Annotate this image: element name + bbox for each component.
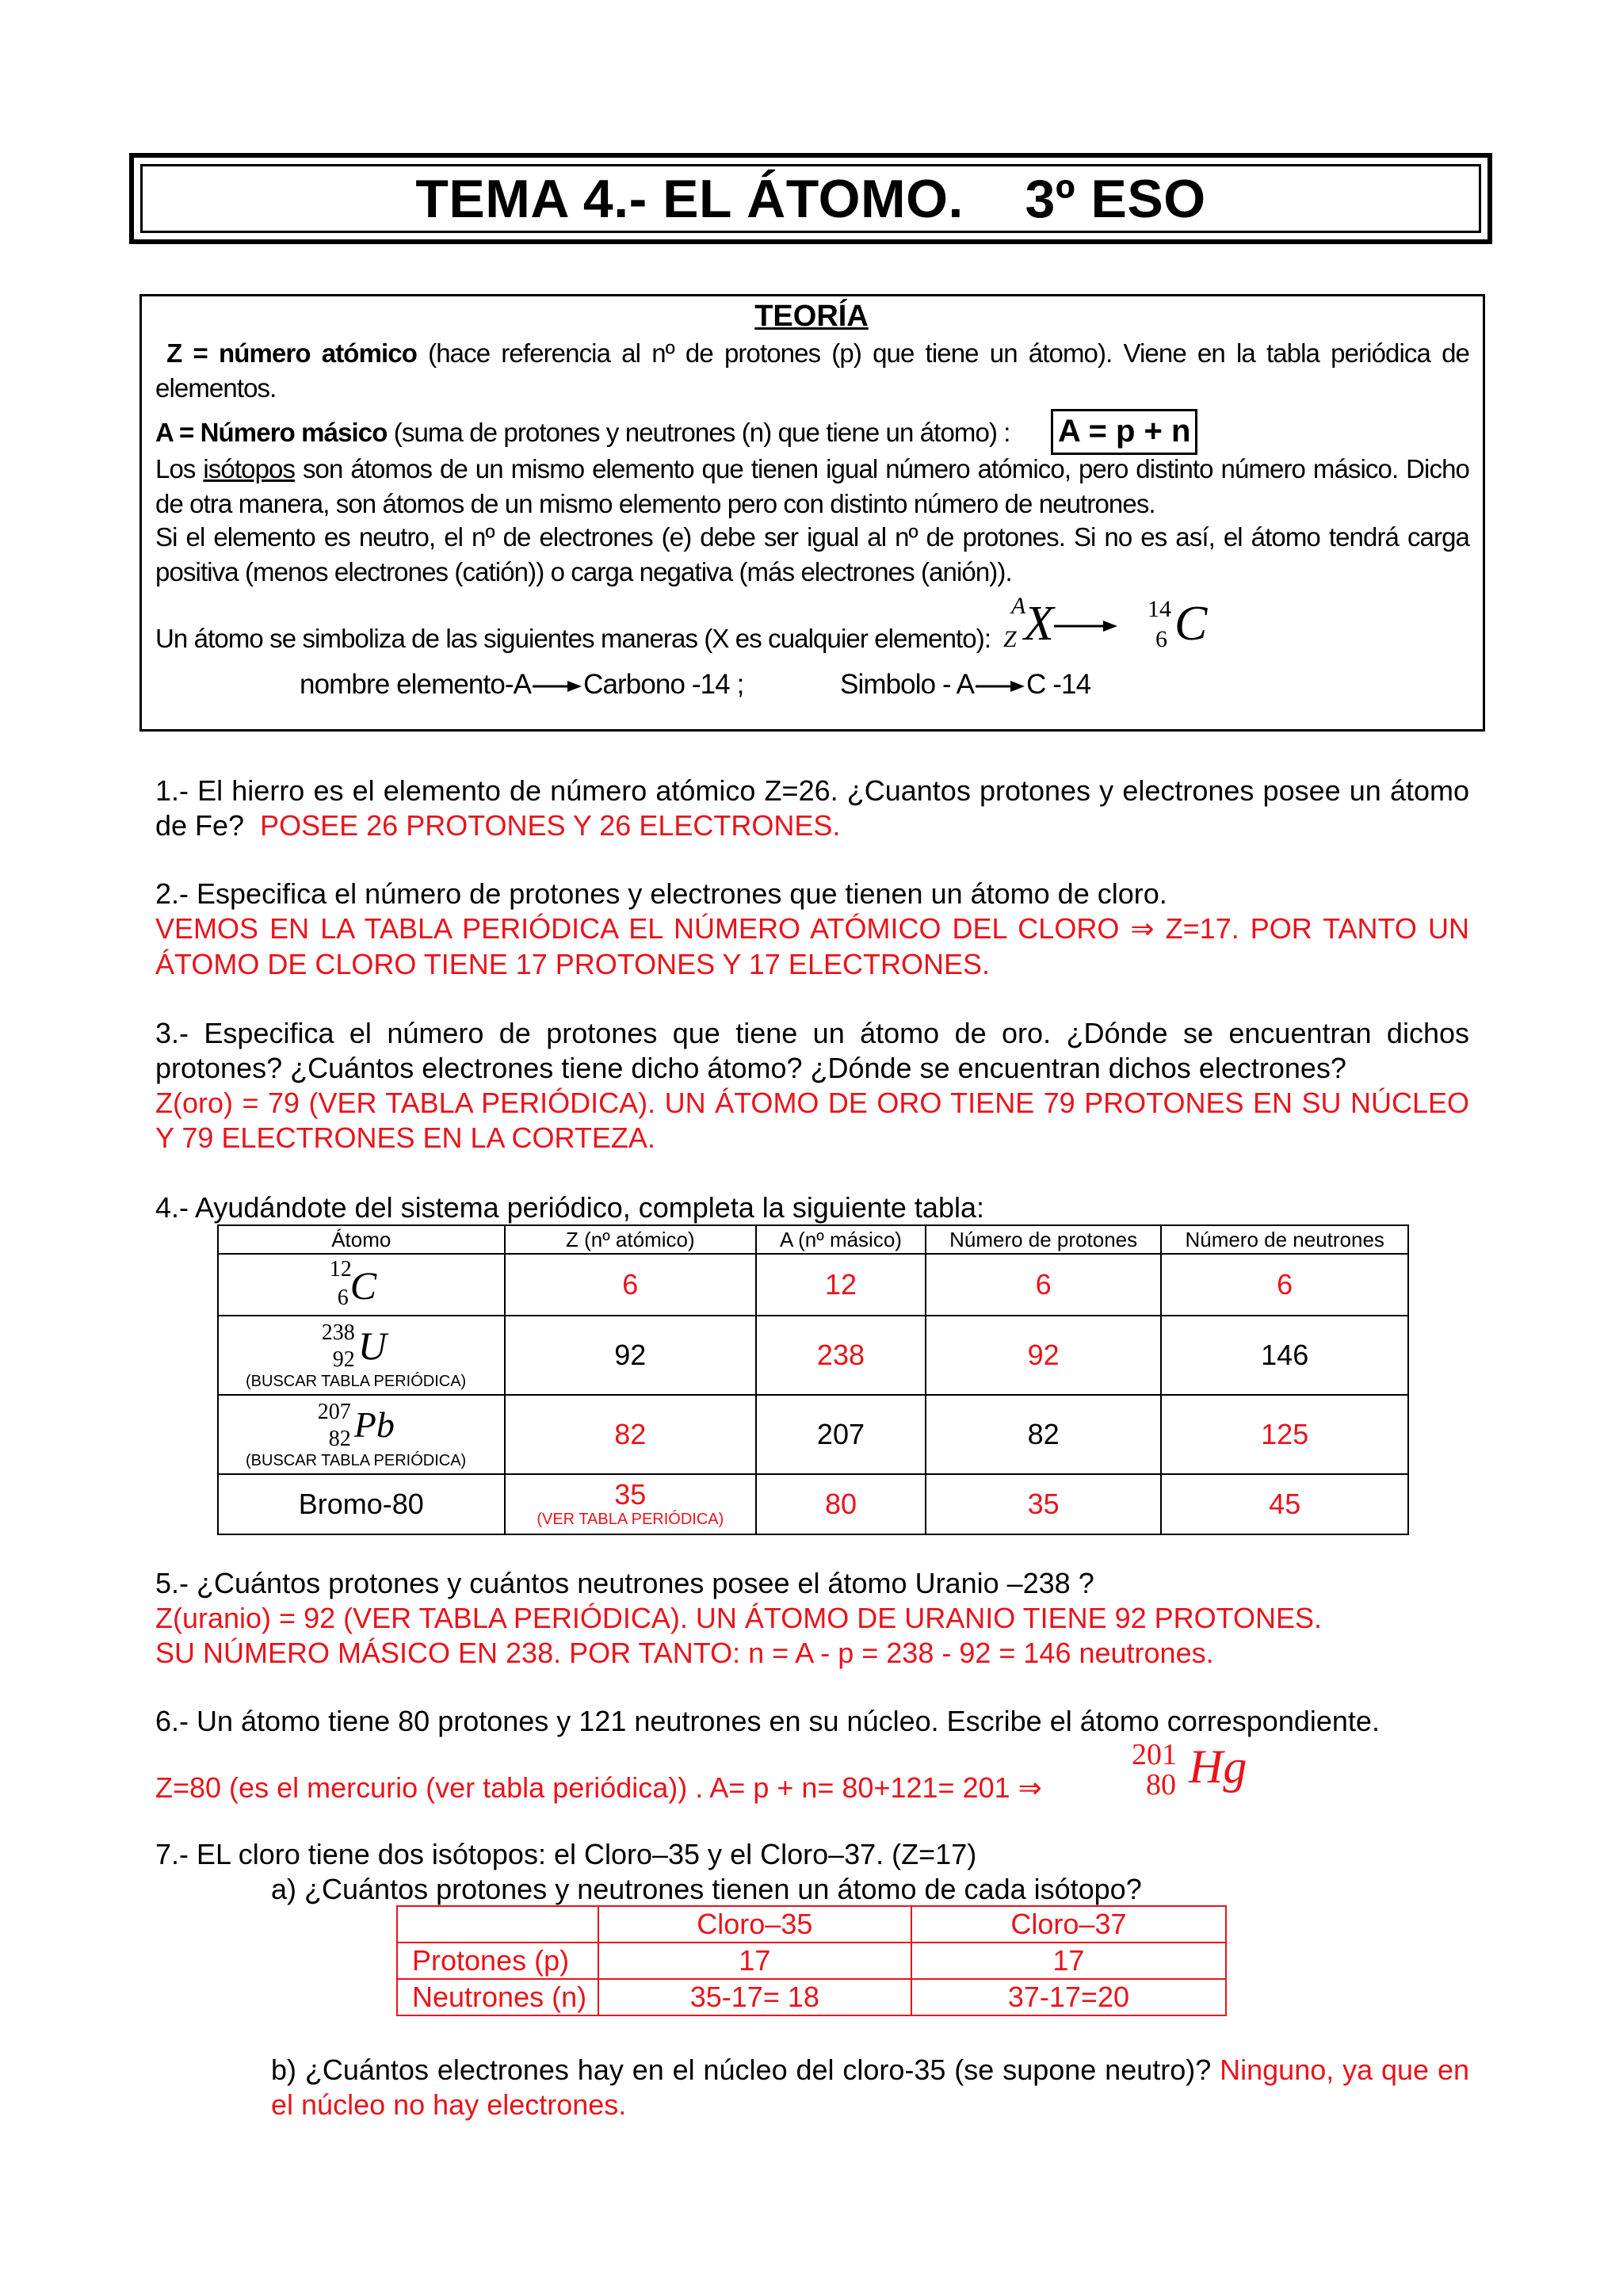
theory-a-definition (155, 415, 1010, 450)
a-value: 238 (756, 1316, 926, 1395)
carbon-symbol: C (1174, 597, 1208, 651)
q2-answer-a: VEMOS EN LA TABLA PERIÓDICA EL NÚMERO ATÓMICO DEL CLORO (155, 912, 1120, 945)
atom-symbol: U (357, 1323, 387, 1368)
q6-answer-text: Z=80 (es el mercurio (ver tabla periódica)) . A= p + n= 80+121= 201 (155, 1771, 1010, 1804)
q7-part-b-answer: Ninguno, ya que en el núcleo no hay electrones. (271, 2053, 1469, 2121)
row-label-protons: Protones (p) (397, 1943, 598, 1979)
theory-z-definition (155, 336, 1469, 406)
title-box (129, 153, 1492, 244)
atom-number: 82 (328, 1426, 351, 1451)
isotopes-table (396, 1905, 1227, 2016)
arrow-right-icon (976, 678, 1025, 694)
z-term: Z = número atómico (166, 338, 417, 368)
q7-part-b (271, 2053, 1469, 2122)
atom-mass: 12 (329, 1257, 352, 1282)
q5-answer-2: SU NÚMERO MÁSICO EN 238. POR TANTO: n = A - p = 238 - 92 = 146 neutrones. (155, 1637, 1214, 1669)
name-form (300, 667, 743, 702)
protons-value: 35 (926, 1474, 1162, 1534)
header-a: A (nº másico) (756, 1225, 926, 1254)
z-desc: (hace referencia al nº de protones (p) que tiene un átomo). Viene en la tabla periódica de elementos. (155, 338, 1469, 403)
a-value: 207 (756, 1395, 926, 1474)
q5-answer-1: Z(uranio) = 92 (VER TABLA PERIÓDICA). UN ÁTOMO DE URANIO TIENE 92 PROTONES. (155, 1602, 1323, 1634)
q7-part-b-question: b) ¿Cuántos electrones hay en el núcleo del cloro-35 (se supone neutro)? (271, 2053, 1212, 2086)
neutrons-value: 125 (1161, 1395, 1408, 1474)
symbol-form (840, 667, 1090, 702)
symbol-form-post: C -14 (1026, 669, 1091, 700)
theory-heading: TEORÍA (754, 300, 869, 333)
q5-question: 5.- ¿Cuántos protones y cuántos neutrones posee el átomo Uranio –238 ? (155, 1567, 1094, 1599)
cl37-neutrons: 37-17=20 (911, 1979, 1226, 2015)
q3-answer: Z(oro) = 79 (VER TABLA PERIÓDICA). UN ÁTOMO DE ORO TIENE 79 PROTONES EN SU NÚCLEO Y 79 ELECTRONES EN LA CORTEZA. (155, 1087, 1469, 1154)
title-box-inner (140, 164, 1481, 233)
arrow-right-icon (1054, 618, 1117, 634)
atom-mass: 207 (317, 1399, 351, 1424)
neutrons-value: 146 (1161, 1316, 1408, 1395)
atom-note: (BUSCAR TABLA PERIÓDICA) (246, 1451, 467, 1469)
a-desc: (suma de protones y neutrones (n) que tiene un átomo) : (387, 418, 1010, 447)
q7-question: 7.- EL cloro tiene dos isótopos: el Cloro–35 y el Cloro–37. (Z=17) (155, 1838, 977, 1870)
symbol-form-pre: Simbolo - A (840, 669, 975, 700)
arrow-right-icon (533, 678, 582, 694)
hg-mass: 201 (1132, 1738, 1177, 1771)
atom-number: 92 (332, 1347, 355, 1372)
page-title: TEMA 4.- EL ÁTOMO. 3º ESO (415, 168, 1206, 229)
atom-mass: 238 (321, 1320, 355, 1345)
q1-question: 1.- El hierro es el elemento de número atómico Z=26. ¿Cuantos protones y electrones posee un átomo de Fe? (155, 774, 1469, 842)
atom-name: Bromo-80 (218, 1474, 505, 1534)
atom-number: 6 (337, 1286, 349, 1310)
q3-question: 3.- Especifica el número de protones que tiene un átomo de oro. ¿Dónde se encuentran dichos protones? ¿Cuántos electrones tiene dicho átomo? ¿Dónde se encuentran dichos electrones? (155, 1017, 1469, 1084)
isotopes-header-cl35: Cloro–35 (598, 1906, 911, 1943)
atom-note: (BUSCAR TABLA PERIÓDICA) (246, 1372, 467, 1390)
general-symbol: X (1024, 597, 1054, 651)
q4-question: 4.- Ayudándote del sistema periódico, completa la siguiente tabla: (155, 1191, 984, 1224)
isotopes-word: isótopos (203, 454, 296, 483)
name-form-pre: nombre elemento-A (300, 669, 532, 700)
carbon-number: 6 (1155, 626, 1167, 652)
isotopes-pre: Los (155, 454, 204, 483)
a-formula-box: A = p + n (1051, 409, 1197, 455)
protons-value: 92 (926, 1316, 1162, 1395)
isotopes-header-blank (397, 1906, 598, 1943)
table-row (397, 1979, 1226, 2015)
q7-part-a: a) ¿Cuántos protones y neutrones tienen un átomo de cada isótopo? (271, 1873, 1142, 1905)
atom-symbol: Pb (353, 1404, 395, 1445)
neutrons-value: 6 (1161, 1254, 1408, 1316)
z-note: (VER TABLA PERIÓDICA) (537, 1511, 724, 1528)
cl37-protons: 17 (911, 1943, 1226, 1979)
isotopes-table-header (397, 1906, 1226, 1943)
table-row (218, 1474, 1408, 1534)
atoms-table (217, 1224, 1409, 1535)
atom-cell (218, 1395, 505, 1474)
z-value: 6 (505, 1254, 757, 1316)
z-cell (505, 1474, 757, 1534)
table-row (218, 1254, 1408, 1316)
isotopes-post: son átomos de un mismo elemento que tienen igual número atómico, pero distinto número másico. Dicho de otra manera, son átomos de un mismo elemento pero con distinto número de neutrones. (155, 454, 1469, 518)
header-protons: Número de protones (926, 1225, 1162, 1254)
notation-example (1000, 593, 1208, 656)
q2-answer-b: Z=17. POR TANTO UN ÁTOMO DE CLORO TIENE 17 PROTONES Y 17 ELECTRONES. (155, 912, 1469, 980)
theory-neutral: Si el elemento es neutro, el nº de electrones (e) debe ser igual al nº de protones. Si no es así, el átomo tendrá carga positiva (menos electrones (catión)) o carga negativa (más electrones (anión)). (155, 522, 1469, 586)
header-neutrons: Número de neutrones (1161, 1225, 1408, 1254)
atoms-table-header (218, 1225, 1408, 1254)
general-mass: A (1011, 593, 1026, 619)
z-value: 82 (505, 1395, 757, 1474)
q2-question: 2.- Especifica el número de protones y electrones que tienen un átomo de cloro. (155, 877, 1167, 910)
table-row (218, 1395, 1408, 1474)
a-value: 12 (756, 1254, 926, 1316)
table-row (218, 1316, 1408, 1395)
q1-answer: POSEE 26 PROTONES Y 26 ELECTRONES. (260, 809, 841, 842)
row-label-neutrons: Neutrones (n) (397, 1979, 598, 2015)
implies-arrow-icon: ⇒ (1130, 913, 1155, 946)
atom-cell (218, 1316, 505, 1395)
protons-value: 82 (926, 1395, 1162, 1474)
isotopes-header-cl37: Cloro–37 (911, 1906, 1226, 1943)
neutrons-value: 45 (1161, 1474, 1408, 1534)
header-atom: Átomo (218, 1225, 505, 1254)
q2-answer (155, 911, 1469, 982)
q6-question: 6.- Un átomo tiene 80 protones y 121 neutrones en su núcleo. Escribe el átomo correspondiente. (155, 1705, 1380, 1737)
a-term: A = Número másico (155, 418, 388, 447)
hg-notation (1124, 1737, 1266, 1809)
z-value: 92 (505, 1316, 757, 1395)
implies-arrow-icon: ⇒ (1018, 1772, 1042, 1805)
general-number: Z (1003, 626, 1017, 652)
name-form-post: Carbono -14 ; (583, 669, 744, 700)
theory-symbolize: Un átomo se simboliza de las siguientes maneras (X es cualquier elemento): (155, 624, 991, 653)
protons-value: 6 (926, 1254, 1162, 1316)
atom-symbol: C (349, 1263, 377, 1308)
theory-isotopes (155, 452, 1469, 521)
z-value: 35 (614, 1478, 647, 1511)
q6-answer (155, 1771, 1042, 1806)
cl35-protons: 17 (598, 1943, 911, 1979)
cl35-neutrons: 35-17= 18 (598, 1979, 911, 2015)
hg-symbol: Hg (1189, 1740, 1247, 1793)
table-row (397, 1943, 1226, 1979)
carbon-mass: 14 (1148, 596, 1171, 622)
a-value: 80 (756, 1474, 926, 1534)
hg-number: 80 (1146, 1768, 1176, 1801)
header-z: Z (nº atómico) (505, 1225, 757, 1254)
atom-cell (218, 1254, 505, 1316)
question-1 (155, 774, 1469, 843)
